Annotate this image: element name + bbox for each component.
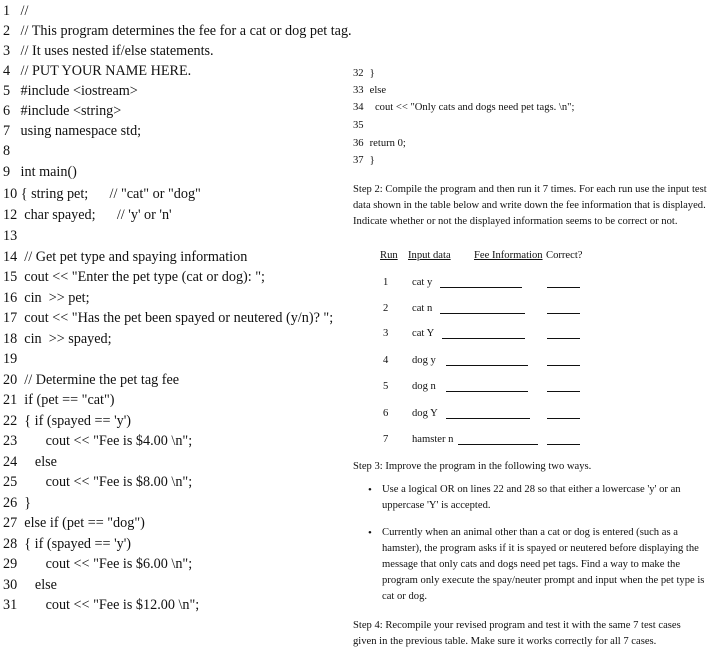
fee-blank[interactable] (458, 433, 538, 445)
code-text: { if (spayed == 'y') (24, 536, 131, 552)
correct-blank[interactable] (547, 354, 580, 366)
code-line (3, 535, 131, 553)
code-line (3, 82, 138, 100)
line-number: 12 (3, 207, 18, 223)
code-line (3, 391, 115, 409)
code-line (3, 122, 141, 140)
code-text: } (369, 155, 375, 166)
code-text: cout << "Fee is $8.00 \n"; (24, 474, 193, 490)
run-number: 4 (383, 355, 389, 366)
step3-bullet: Currently when an animal other than a cat or dog is entered (such as a hamster), the program asks if it is spayed or neutered before displaying the message that only cats and dogs need pet tags. Find a way to make the program only execute the spay/neuter prompt and input when the pet type is cat or dog. (382, 527, 705, 602)
fee-blank[interactable] (446, 354, 528, 366)
fee-blank[interactable] (442, 327, 525, 339)
line-number: 34 (353, 102, 364, 113)
code-text: cout << "Fee is $12.00 \n"; (24, 597, 200, 613)
bullet-icon: • (368, 527, 372, 539)
line-number: 35 (353, 120, 364, 131)
code-text: else if (pet == "dog") (24, 515, 145, 531)
code-line (3, 555, 192, 573)
line-number: 23 (3, 433, 18, 449)
line-number: 15 (3, 269, 18, 285)
code-text: // Determine the pet tag fee (24, 372, 180, 388)
code-line (353, 154, 375, 167)
line-number: 26 (3, 495, 18, 511)
run-number: 5 (383, 381, 389, 392)
code-line (3, 596, 199, 614)
line-number: 3 (3, 43, 11, 59)
correct-blank[interactable] (547, 433, 580, 445)
code-line (3, 473, 192, 491)
code-text: cout << "Fee is $6.00 \n"; (24, 556, 193, 572)
code-line (353, 137, 406, 150)
line-number: 13 (3, 228, 18, 244)
correct-blank[interactable] (547, 380, 580, 392)
line-number: 27 (3, 515, 18, 531)
line-number: 19 (3, 351, 18, 367)
code-line (3, 432, 192, 450)
code-line (3, 412, 131, 430)
line-number: 32 (353, 68, 364, 79)
line-number: 29 (3, 556, 18, 572)
line-number: 20 (3, 372, 18, 388)
step3-bullet: Use a logical OR on lines 22 and 28 so that either a lowercase 'y' or an uppercase 'Y' is accepted. (382, 484, 681, 511)
code-line (3, 206, 172, 224)
code-text: cout << "Has the pet been spayed or neutered (y/n)? "; (24, 310, 334, 326)
run-number: 2 (383, 303, 389, 314)
code-text: // This program determines the fee for a cat or dog pet tag. (20, 23, 352, 39)
line-number: 37 (353, 155, 364, 166)
fee-blank[interactable] (446, 380, 528, 392)
code-text: } (24, 495, 32, 511)
line-number: 6 (3, 103, 11, 119)
line-number: 4 (3, 63, 11, 79)
input-data: hamster n (412, 434, 454, 445)
code-line (3, 185, 201, 203)
code-line (353, 101, 574, 114)
input-data: dog n (412, 381, 436, 392)
line-number: 1 (3, 3, 11, 19)
step3-title: Step 3: Improve the program in the following two ways. (353, 461, 592, 472)
header-run: Run (380, 250, 398, 261)
line-number: 28 (3, 536, 18, 552)
line-number: 24 (3, 454, 18, 470)
input-data: cat Y (412, 328, 435, 339)
code-line (3, 227, 24, 245)
line-number: 18 (3, 331, 18, 347)
code-text: return 0; (369, 138, 406, 149)
input-data: dog Y (412, 408, 438, 419)
code-text: cin >> pet; (24, 290, 90, 306)
code-line (3, 330, 112, 348)
code-text: // (20, 3, 29, 19)
header-fee-information: Fee Information (474, 250, 543, 261)
line-number: 30 (3, 577, 18, 593)
code-text: else (369, 85, 387, 96)
code-text: // PUT YOUR NAME HERE. (20, 63, 192, 79)
code-line (3, 350, 24, 368)
input-data: cat y (412, 277, 433, 288)
line-number: 10 (3, 186, 18, 202)
run-number: 7 (383, 434, 389, 445)
code-text: cin >> spayed; (24, 331, 112, 347)
code-line (3, 289, 90, 307)
code-text: cout << "Fee is $4.00 \n"; (24, 433, 193, 449)
run-number: 6 (383, 408, 389, 419)
code-line (3, 268, 265, 286)
fee-blank[interactable] (446, 407, 530, 419)
correct-blank[interactable] (547, 327, 580, 339)
code-line (3, 309, 333, 327)
correct-blank[interactable] (547, 302, 580, 314)
code-text: else (24, 577, 57, 593)
input-data: dog y (412, 355, 436, 366)
code-line (3, 514, 145, 532)
code-text: using namespace std; (20, 123, 142, 139)
code-line (353, 84, 386, 97)
code-text: } (369, 68, 375, 79)
code-line (3, 142, 21, 160)
line-number: 14 (3, 249, 18, 265)
code-text: #include <string> (20, 103, 122, 119)
code-text: // It uses nested if/else statements. (20, 43, 214, 59)
correct-blank[interactable] (547, 407, 580, 419)
code-line (3, 2, 28, 20)
step4-paragraph: Step 4: Recompile your revised program and test it with the same 7 test cases given in the previous table. Make sure it works correctly for all 7 cases. (353, 620, 681, 647)
run-number: 3 (383, 328, 389, 339)
line-number: 9 (3, 164, 11, 180)
code-text: cout << "Enter the pet type (cat or dog): "; (24, 269, 265, 285)
code-text: else (24, 454, 57, 470)
line-number: 5 (3, 83, 11, 99)
code-line (3, 102, 121, 120)
line-number: 8 (3, 143, 11, 159)
code-line (353, 119, 370, 132)
header-input-data: Input data (408, 250, 451, 261)
code-line (353, 67, 375, 80)
line-number: 16 (3, 290, 18, 306)
header-correct: Correct? (546, 250, 583, 261)
code-line (3, 163, 77, 181)
run-number: 1 (383, 277, 389, 288)
fee-blank[interactable] (440, 302, 525, 314)
code-line (3, 62, 191, 80)
code-text: char spayed; // 'y' or 'n' (24, 207, 172, 223)
code-line (3, 248, 247, 266)
code-text: { string pet; // "cat" or "dog" (20, 186, 201, 202)
code-line (3, 453, 57, 471)
code-text: if (pet == "cat") (24, 392, 115, 408)
line-number: 2 (3, 23, 11, 39)
code-text: int main() (20, 164, 77, 180)
line-number: 17 (3, 310, 18, 326)
line-number: 31 (3, 597, 18, 613)
line-number: 7 (3, 123, 11, 139)
step2-paragraph: Step 2: Compile the program and then run it 7 times. For each run use the input test data shown in the table below and write down the fee information that is displayed. Indicate whether or not the displayed information seems to be correct or not. (353, 184, 707, 227)
code-line (3, 371, 179, 389)
correct-blank[interactable] (547, 276, 580, 288)
line-number: 36 (353, 138, 364, 149)
code-line (3, 22, 352, 40)
code-text: #include <iostream> (20, 83, 138, 99)
code-text: // Get pet type and spaying information (24, 249, 248, 265)
code-line (3, 494, 31, 512)
code-line (3, 576, 57, 594)
line-number: 33 (353, 85, 364, 96)
input-data: cat n (412, 303, 433, 314)
bullet-icon: • (368, 484, 372, 496)
line-number: 25 (3, 474, 18, 490)
code-text: { if (spayed == 'y') (24, 413, 131, 429)
fee-blank[interactable] (440, 276, 522, 288)
line-number: 22 (3, 413, 18, 429)
code-line (3, 42, 214, 60)
line-number: 21 (3, 392, 18, 408)
code-text: cout << "Only cats and dogs need pet tags. \n"; (369, 102, 575, 113)
